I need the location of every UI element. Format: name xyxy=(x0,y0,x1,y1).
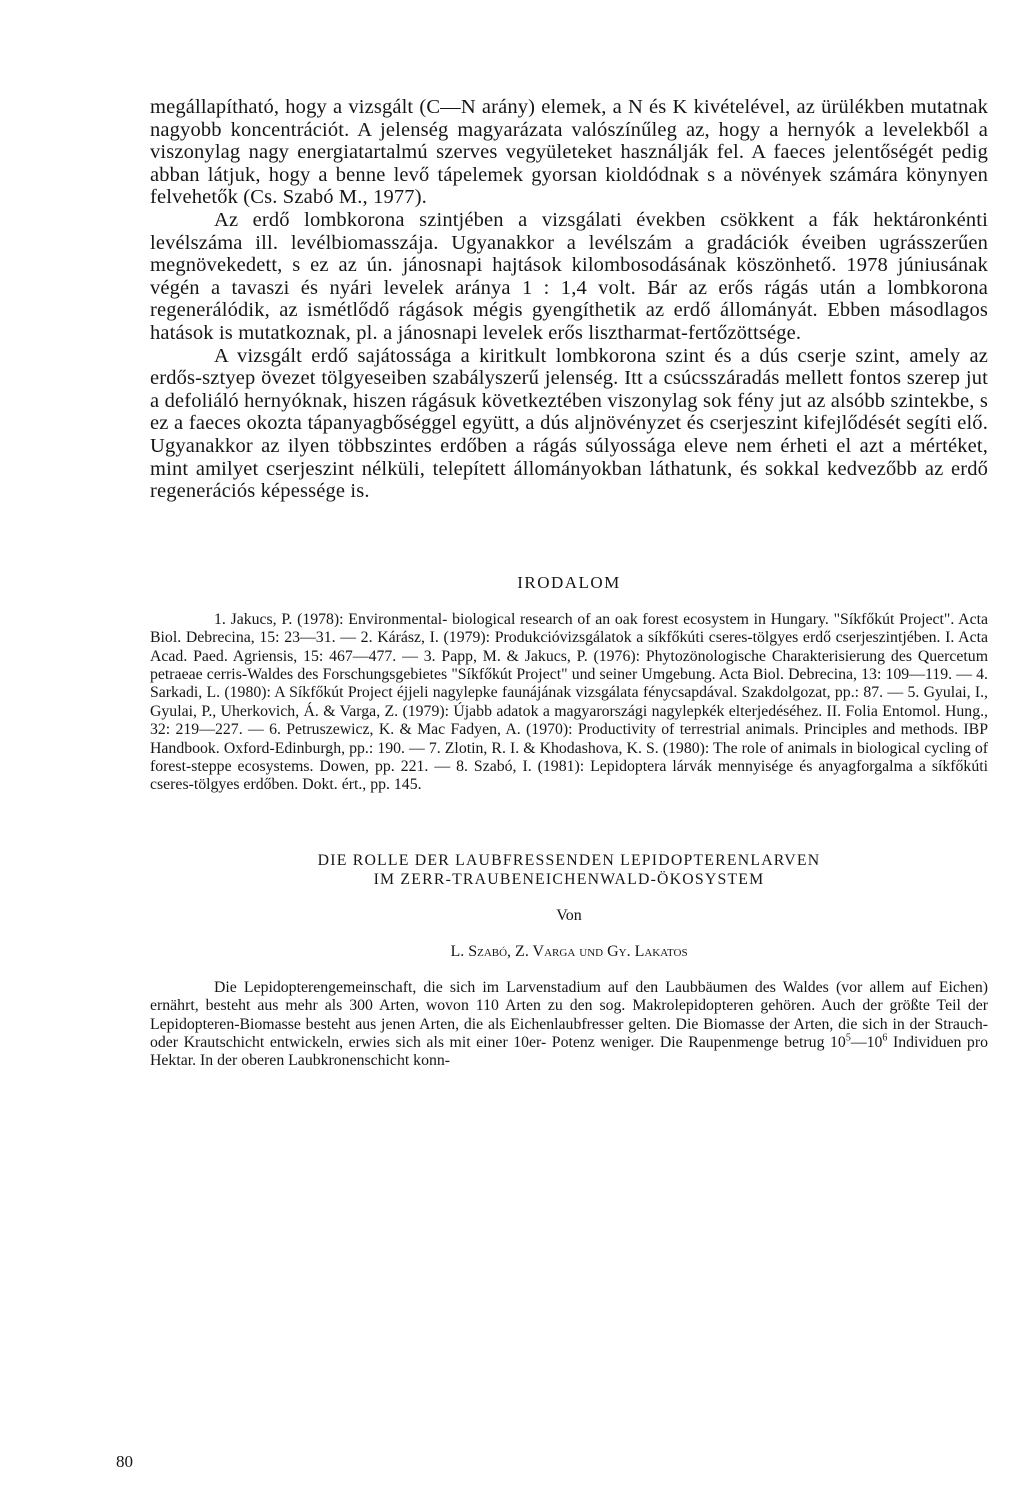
von-label: Von xyxy=(556,906,582,924)
abstract-text: —10 xyxy=(850,1033,883,1051)
body-paragraph: A vizsgált erdő sajátossága a kiritkult lombkorona szint és a dús cserje szint, amely az erdős-sztyep övezet tölgyeseiben szabályszerű jelenség. Itt a csúcsszáradás mellett fontos szerep jut a defoliáló hernyóknak, hiszen rágásuk következtében viszonylag sok fény jut az alsóbb szintekbe, s ez a faeces okozta tápanyagbőséggel együtt, a dús aljnövényzet és cserjeszint kifejlődését segíti elő. Ugyanakkor az ilyen többszintes erdőben a rágás súlyossága eleve nem érheti el azt a mértéket, mint amilyet cserjeszint nélküli, telepített állományokban láthatunk, és sokkal kedvezőbb az erdő regenerációs képessége is. xyxy=(150,344,988,503)
body-paragraph: megállapítható, hogy a vizsgált (C—N arány) elemek, a N és K kivételével, az ürülékben mutatnak nagyobb koncentrációt. A jelenség magyarázata valószínűleg az, hogy a hernyók a levelekből a viszonylag nagy energiatartalmú szerves vegyületeket használják fel. A faeces jelentőségét pedig abban látjuk, hogy a benne levő tápelemek gyorsan kioldódnak s a növények számára könynyen felvehetők (Cs. Szabó M., 1977). xyxy=(150,96,988,209)
german-title-line: DIE ROLLE DER LAUBFRESSENDEN LEPIDOPTERENLARVEN xyxy=(317,851,821,869)
references-heading: IRODALOM xyxy=(517,572,621,592)
abstract-text: Individuen pro Hektar. In der oberen Laubkronenschicht konn- xyxy=(150,1033,988,1070)
german-authors: L. Szabó, Z. Varga und Gy. Lakatos xyxy=(450,942,688,960)
page-content xyxy=(150,96,988,1071)
exponent: 6 xyxy=(882,1032,888,1044)
abstract-text: Die Lepidopterengemeinschaft, die sich im Larvenstadium auf den Laubbäumen des Waldes (vor allem auf Eichen) ernährt, besteht aus mehr als 300 Arten, wovon 110 Arten zu den sog. Makrolepidopteren gehören. Auch der größte Teil der Lepidopteren-Biomasse besteht aus jenen Arten, die als Eichenlaubfresser gelten. Die Biomasse der Arten, die sich in der Strauch- oder Krautschicht entwickeln, erwies sich als mit einer 10er- Potenz weniger. Die Raupenmenge betrug 10 xyxy=(150,978,988,1051)
exponent: 5 xyxy=(845,1032,851,1044)
page-number: 80 xyxy=(116,1452,133,1471)
main-text xyxy=(150,96,988,503)
german-abstract xyxy=(150,979,988,1071)
body-paragraph: Az erdő lombkorona szintjében a vizsgálati években csökkent a fák hektáronkénti levélszáma ill. levélbiomasszája. Ugyanakkor a levélszám a gradációk éveiben ugrásszerűen megnövekedett, s ez az ún. jánosnapi hajtások kilombosodásának köszönhető. 1978 júniusának végén a tavaszi és nyári levelek aránya 1 : 1,4 volt. Bár az erős rágás után a lombkorona regenerálódik, az ismétlődő rágások mégis gyengíthetik az erdő állományát. Ebben másodlagos hatások is mutatkoznak, pl. a jánosnapi levelek erős lisztharmat-fertőzöttsége. xyxy=(150,208,988,344)
references-list: 1. Jakucs, P. (1978): Environmental- biological research of an oak forest ecosystem in Hungary. "Síkfőkút Project". Acta Biol. Debrecina, 15: 23—31. — 2. Kárász, I. (1979): Produkcióvizsgálatok a síkfőkúti cseres-tölgyes erdő cserjeszintjében. I. Acta Acad. Paed. Agriensis, 15: 467—477. — 3. Papp, M. & Jakucs, P. (1976): Phytozönologische Charakterisierung des Quercetum petraeae cerris-Waldes des Forschungsgebietes "Síkfőkút Project" und seiner Umgebung. Acta Biol. Debrecina, 13: 109—119. — 4. Sarkadi, L. (1980): A Síkfőkút Project éjjeli nagylepke faunájának vizsgálata fénycsapdával. Szakdolgozat, pp.: 87. — 5. Gyulai, I., Gyulai, P., Uherkovich, Á. & Varga, Z. (1979): Újabb adatok a magyarországi nagylepkék elterjedéséhez. II. Folia Entomol. Hung., 32: 219—227. — 6. Petruszewicz, K. & Mac Fadyen, A. (1970): Productivity of terrestrial animals. Principles and methods. IBP Handbook. Oxford-Edinburgh, pp.: 190. — 7. Zlotin, R. I. & Khodashova, K. S. (1980): The role of animals in biological cycling of forest-steppe ecosystems. Dowen, pp. 221. — 8. Szabó, I. (1981): Lepidoptera lárvák mennyisége és anyagforgalma a síkfőkúti cseres-tölgyes erdőben. Dokt. ért., pp. 145. xyxy=(150,610,988,794)
german-title-line: IM ZERR-TRAUBENEICHENWALD-ÖKOSYSTEM xyxy=(373,870,765,888)
german-summary-title xyxy=(150,851,988,889)
